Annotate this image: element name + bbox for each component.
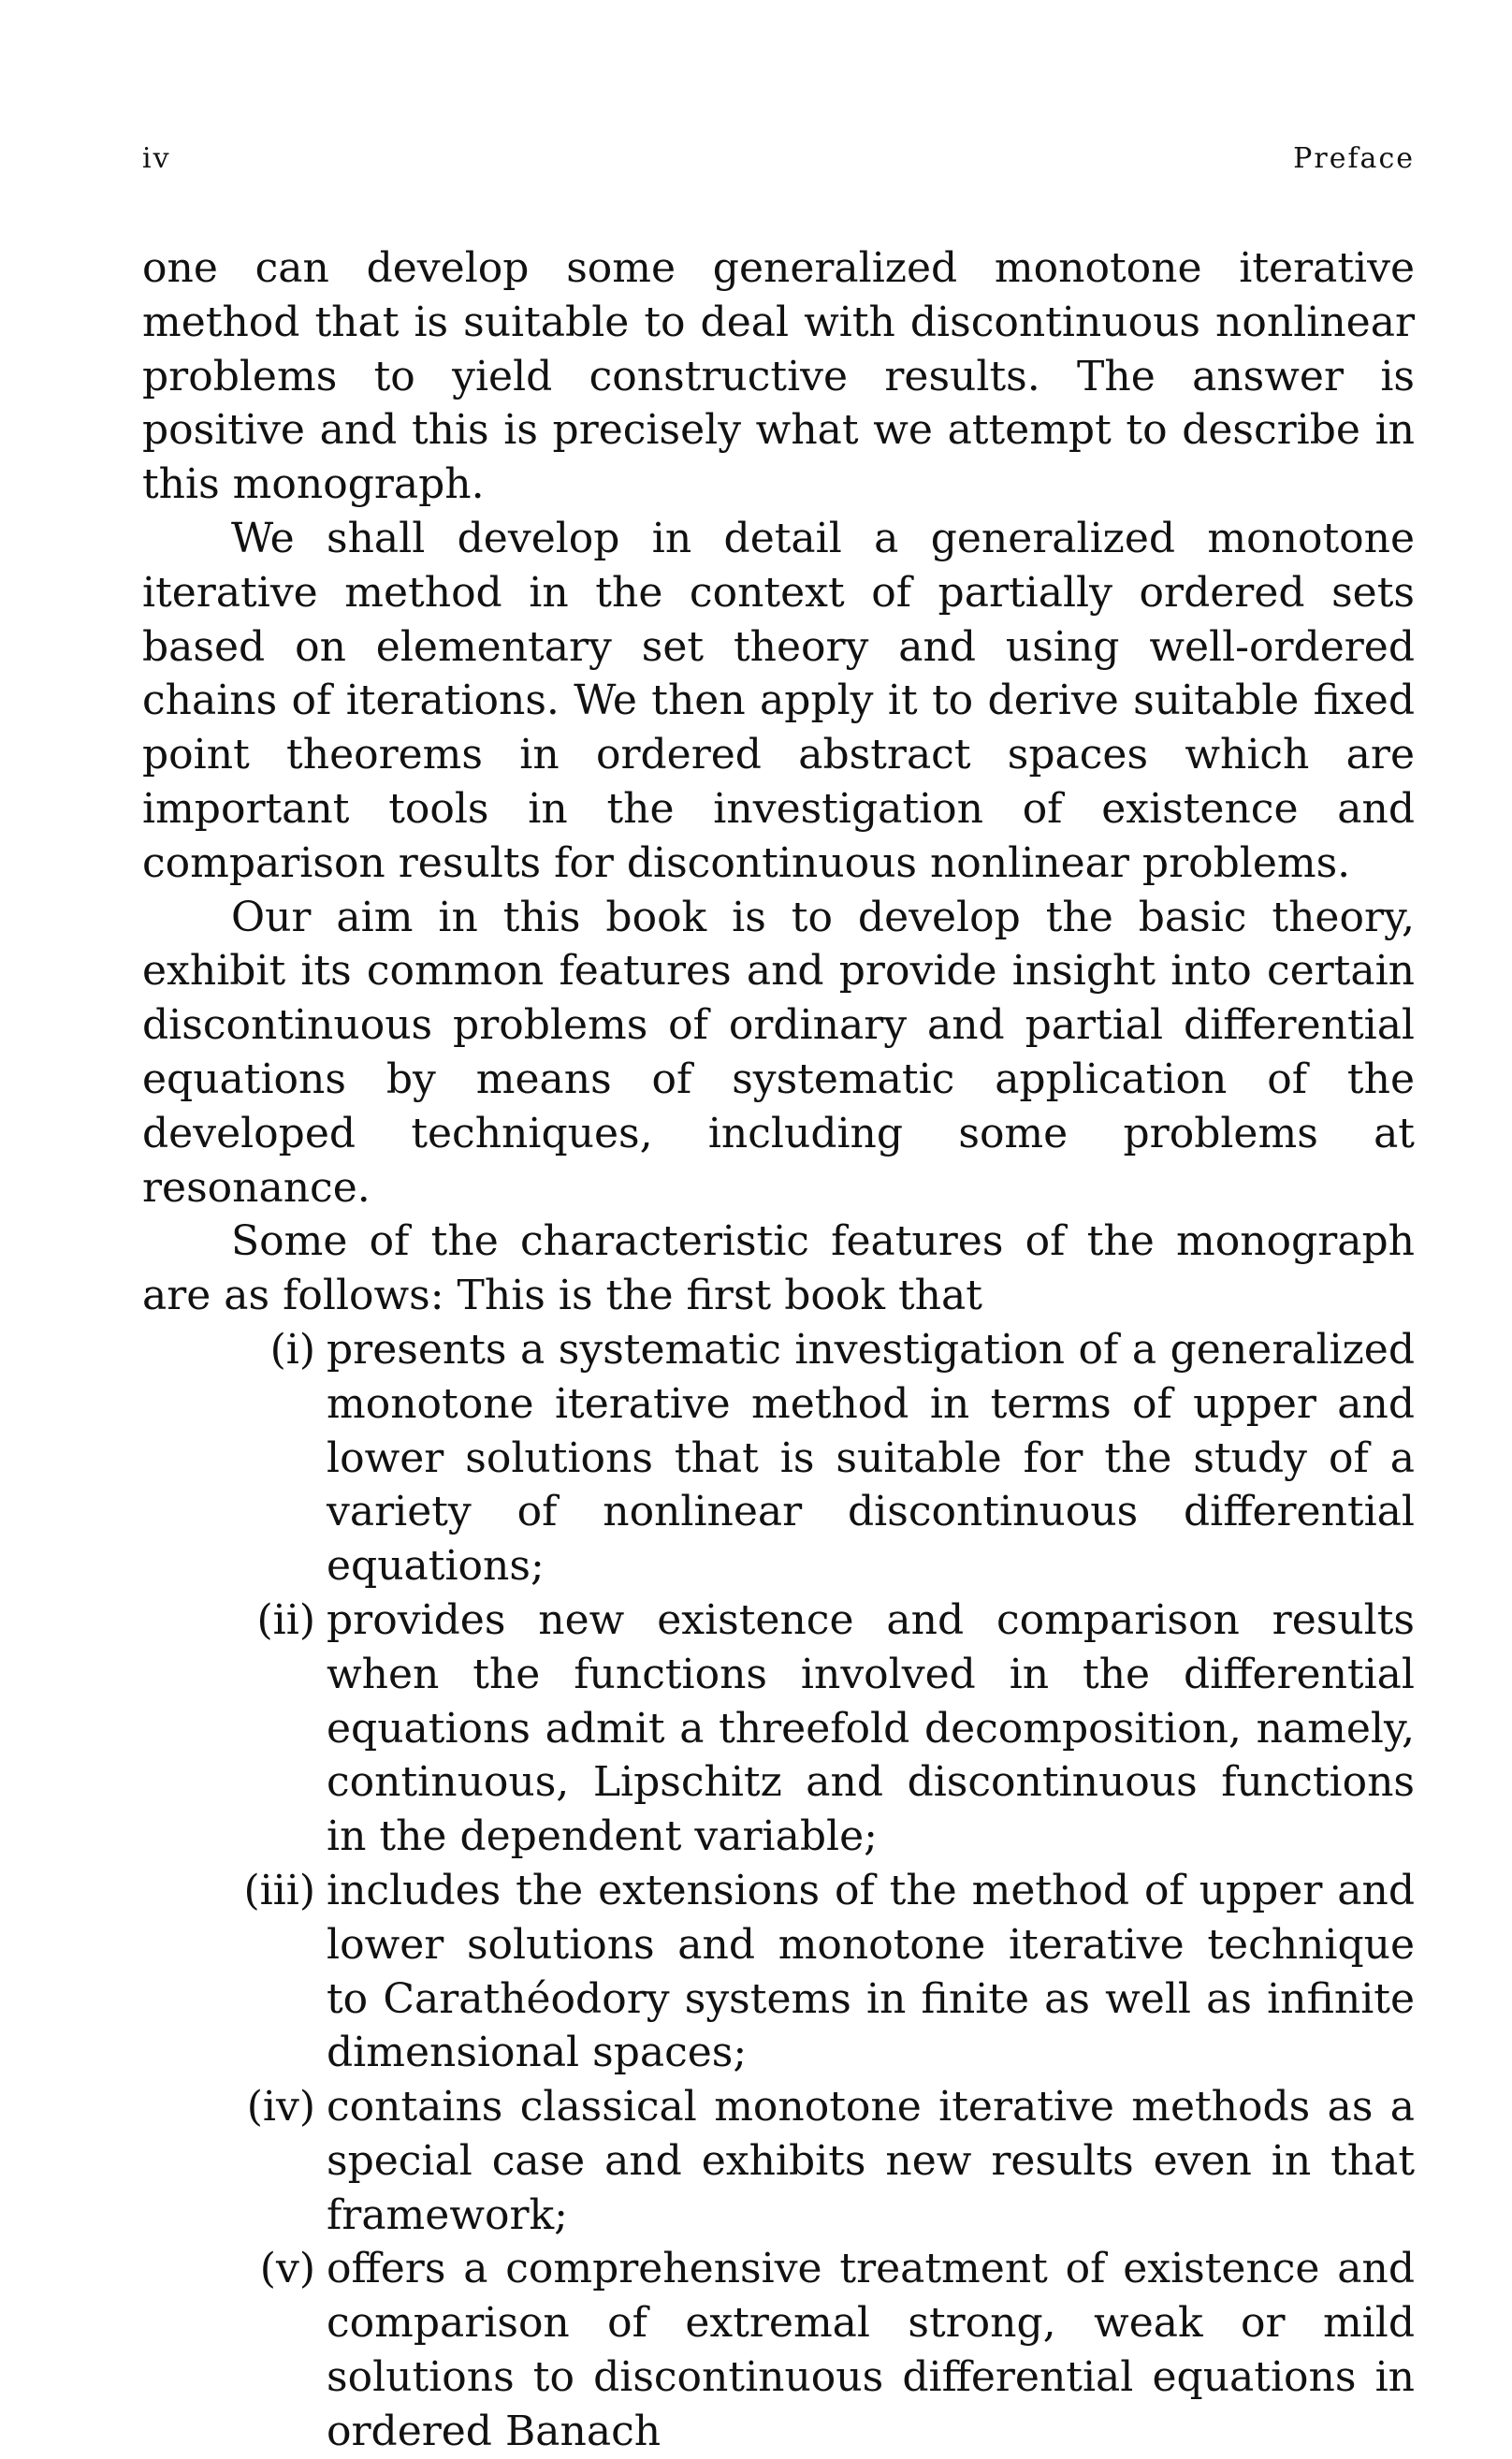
list-item-text: offers a comprehensive treatment of existence and comparison of extremal strong, weak or mild solutions to discontinuous differential equations in ordered Banach — [327, 2245, 1415, 2455]
list-item — [142, 2080, 1415, 2242]
page-body — [142, 241, 1415, 2459]
paragraph-features-intro: Some of the characteristic features of the monograph are as follows: This is the first book that — [142, 1217, 1415, 1320]
running-title: Preface — [1293, 142, 1415, 175]
paragraph-continuation: one can develop some generalized monotone iterative method that is suitable to deal with discontinuous nonlinear problems to yield constructive results. The answer is positive and this is precisely what we attempt to describe in this monograph. — [142, 244, 1415, 509]
list-item-text: includes the extensions of the method of upper and lower solutions and monotone iterative technique to Carathéodory systems in finite as well as infinite dimensional spaces; — [327, 1866, 1415, 2077]
page-header — [142, 142, 1415, 189]
list-item — [142, 1593, 1415, 1864]
list-item-marker: (iv) — [246, 2083, 315, 2132]
list-item — [142, 2242, 1415, 2458]
list-item-marker: (v) — [259, 2245, 315, 2293]
page-number: iv — [142, 142, 171, 175]
paragraph-method: We shall develop in detail a generalized monotone iterative method in the context of partially ordered sets based on elementary set theory and using well-ordered chains of iterations. We then apply it to derive suitable fixed point theorems in ordered abstract spaces which are important tools in the investigation of existence and comparison results for discontinuous nonlinear problems. — [142, 514, 1415, 887]
list-item-text: provides new existence and comparison results when the functions involved in the differential equations admit a threefold decomposition, namely, continuous, Lipschitz and discontinuous functions in the dependent variable; — [327, 1595, 1415, 1861]
list-item-marker: (i) — [269, 1325, 315, 1374]
list-item-text: contains classical monotone iterative methods as a special case and exhibits new results even in that framework; — [327, 2083, 1415, 2239]
list-item-marker: (ii) — [256, 1595, 315, 1644]
list-item — [142, 1864, 1415, 2080]
list-item-marker: (iii) — [243, 1866, 315, 1914]
list-item-text: presents a systematic investigation of a generalized monotone iterative method in terms of upper and lower solutions that is suitable for the study of a variety of nonlinear discontinuous differential equations; — [327, 1325, 1415, 1591]
features-list — [142, 1323, 1415, 2459]
list-item — [142, 1323, 1415, 1593]
paragraph-aim: Our aim in this book is to develop the basic theory, exhibit its common features and provide insight into certain discontinuous problems of ordinary and partial differential equations by means of systematic application of the developed techniques, including some problems at resonance. — [142, 893, 1415, 1212]
